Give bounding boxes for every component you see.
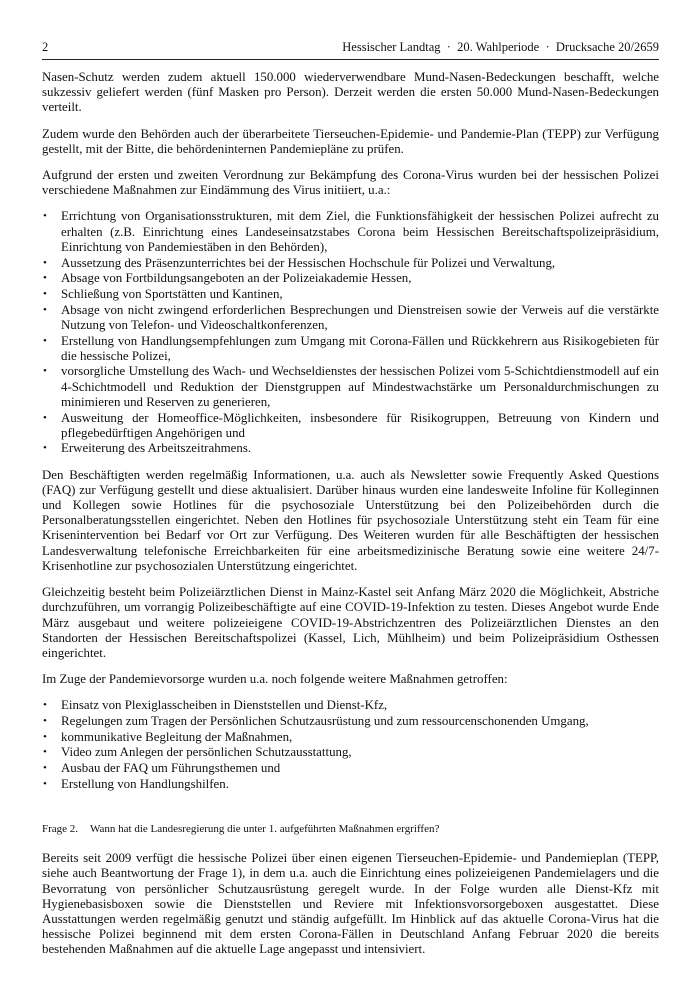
bullet-icon: • bbox=[43, 334, 47, 347]
paragraph: Bereits seit 2009 verfügt die hessische Polizei über einen eigenen Tierseuchen-Epidemie- und Pandemieplan (TEPP, siehe auch Beantwortung der Frage 1), in dem u.a. auch die Einrichtung eines polizeieigenen Pandemielagers und die Bevorratung von persönlicher Schutzausrüstung geregelt wurde. In der Folge wurden alle Dienst-Kfz mit Hygienebasisboxen sowie die Dienststellen und Reviere mit Infektionsvorsorgeboxen ausgestattet. Diese Ausstattungen werden regelmäßig genutzt und ständig aufgefüllt. Im Hinblick auf das aktuelle Corona-Virus hat die hessische Polizei beginnend mit dem ersten Corona-Fällen in Deutschland Anfang Februar 2020 die bereits bestehenden Maßnahmen auf die aktuelle Lage angepasst und intensiviert. bbox=[42, 851, 659, 957]
list-item: • Erstellung von Handlungshilfen. bbox=[43, 776, 229, 791]
paragraph: Den Beschäftigten werden regelmäßig Informationen, u.a. auch als Newsletter sowie Frequently Asked Questions (FAQ) zur Verfügung gestellt und diese aktualisiert. Darüber hinaus wurden eine landesweite Infoline für Kolleginnen und Kollegen sowie Hotlines für die psychosoziale Unterstützung bei den Polizeibehörden durch die Personalberatungsstellen eingerichtet. Neben den Hotlines für psychosoziale Unterstützung steht ein Team für eine Krisenintervention bei Bedarf vor Ort zur Verfügung. Des Weiteren wurden für alle Beschäftigten der hessischen Landesverwaltung telefonische Erreichbarkeiten für eine arbeitsmedizinische Beratung sowie eine weitere 24/7-Krisenhotline zur psychosozialen Unterstützung eingerichtet. bbox=[42, 467, 659, 573]
list-item: • kommunikative Begleitung der Maßnahmen, bbox=[43, 729, 293, 744]
bullet-icon: • bbox=[43, 303, 47, 316]
bullet-icon: • bbox=[43, 365, 47, 378]
bullet-icon: • bbox=[43, 272, 47, 285]
bullet-icon: • bbox=[43, 746, 47, 759]
question-text: Wann hat die Landesregierung die unter 1. aufgeführten Maßnahmen ergriffen? bbox=[90, 823, 440, 836]
list-item: • Regelungen zum Tragen der Persönlichen Schutzausrüstung und zum ressourcenschonenden Umgang, bbox=[43, 714, 589, 729]
list-item: • Erstellung von Handlungsempfehlungen zum Umgang mit Corona-Fällen und Rückkehrern aus Risikogebieten für die hessische Polizei, bbox=[43, 333, 659, 363]
question-2 bbox=[42, 822, 659, 837]
bullet-icon: • bbox=[43, 411, 47, 424]
list-item: • vorsorgliche Umstellung des Wach- und Wechseldienstes der hessischen Polizei vom 5-Schichtdienstmodell auf ein 4-Schichtmodell und Reduktion der Dienstgruppen auf Mindestwachstärke um Personaldurchmischungen zu minimieren und Reserven zu generieren, bbox=[43, 364, 659, 409]
running-head: Hessischer Landtag · 20. Wahlperiode · Drucksache 20/2659 bbox=[342, 40, 659, 54]
measures-list bbox=[42, 209, 659, 456]
bullet-icon: • bbox=[43, 730, 47, 743]
bullet-icon: • bbox=[43, 762, 47, 775]
list-item: • Erweiterung des Arbeitszeitrahmens. bbox=[43, 441, 252, 456]
paragraph: Zudem wurde den Behörden auch der überarbeitete Tierseuchen-Epidemie- und Pandemie-Plan (TEPP) zur Verfügung gestellt, mit der Bitte, die behördeninternen Pandemiepläne zu prüfen. bbox=[42, 126, 659, 156]
bullet-icon: • bbox=[43, 210, 47, 223]
bullet-icon: • bbox=[43, 699, 47, 712]
bullet-icon: • bbox=[43, 256, 47, 269]
paragraph: Im Zuge der Pandemievorsorge wurden u.a. noch folgende weitere Maßnahmen getroffen: bbox=[42, 672, 508, 687]
list-item: • Video zum Anlegen der persönlichen Schutzausstattung, bbox=[43, 745, 352, 760]
bullet-icon: • bbox=[43, 287, 47, 300]
list-item: • Ausbau der FAQ um Führungsthemen und bbox=[43, 761, 281, 776]
list-item: • Einsatz von Plexiglasscheiben in Dienststellen und Dienst-Kfz, bbox=[43, 698, 388, 713]
bullet-icon: • bbox=[43, 777, 47, 790]
precaution-list bbox=[42, 698, 659, 792]
page-header bbox=[42, 40, 659, 60]
list-item: • Errichtung von Organisationsstrukturen, mit dem Ziel, die Funktionsfähigkeit der hessischen Polizei aufrecht zu erhalten (z.B. Einrichtung eines Landeseinsatzstabes Corona beim Hessischen Bereitschaftspolizeipräsidium, Einrichtung von Pandemiestäben in den Behörden), bbox=[43, 209, 659, 254]
question-label: Frage 2. bbox=[42, 823, 79, 836]
bullet-icon: • bbox=[43, 442, 47, 455]
list-item: • Absage von Fortbildungsangeboten an der Polizeiakademie Hessen, bbox=[43, 271, 412, 286]
paragraph: Gleichzeitig besteht beim Polizeiärztlichen Dienst in Mainz-Kastel seit Anfang März 2020 die Möglichkeit, Abstriche durchzuführen, um vorrangig Polizeibeschäftigte auf eine COVID-19-Infektion zu testen. Dieses Angebot wurde Ende März ausgebaut und weitere polizeieigene COVID-19-Abstrichzentren des Polizeiärztlichen Dienstes an den Standorten der Hessischen Bereitschaftspolizei (Kassel, Lich, Mühlheim) und beim Polizeipräsidium Osthessen eingerichtet. bbox=[42, 585, 659, 660]
paragraph: Aufgrund der ersten und zweiten Verordnung zur Bekämpfung des Corona-Virus wurden bei der hessischen Polizei verschiedene Maßnahmen zur Eindämmung des Virus initiiert, u.a.: bbox=[42, 168, 659, 198]
list-item: • Aussetzung des Präsenzunterrichtes bei der Hessischen Hochschule für Polizei und Verwaltung, bbox=[43, 255, 556, 270]
paragraph: Nasen-Schutz werden zudem aktuell 150.000 wiederverwendbare Mund-Nasen-Bedeckungen beschafft, welche sukzessiv geliefert werden (fünf Masken pro Person). Derzeit werden die ersten 50.000 Mund-Nasen-Bedeckungen verteilt. bbox=[42, 70, 659, 115]
bullet-icon: • bbox=[43, 715, 47, 728]
page-number: 2 bbox=[42, 40, 49, 54]
list-item: • Absage von nicht zwingend erforderlichen Besprechungen und Dienstreisen sowie der Verweis auf die verstärkte Nutzung von Telefon- und Videoschaltkonferenzen, bbox=[43, 302, 659, 332]
list-item: • Schließung von Sportstätten und Kantinen, bbox=[43, 286, 283, 301]
list-item: • Ausweitung der Homeoffice-Möglichkeiten, insbesondere für Risikogruppen, Betreuung von Kindern und pflegebedürftigen Angehörigen und bbox=[43, 410, 659, 440]
document-body bbox=[42, 70, 659, 969]
